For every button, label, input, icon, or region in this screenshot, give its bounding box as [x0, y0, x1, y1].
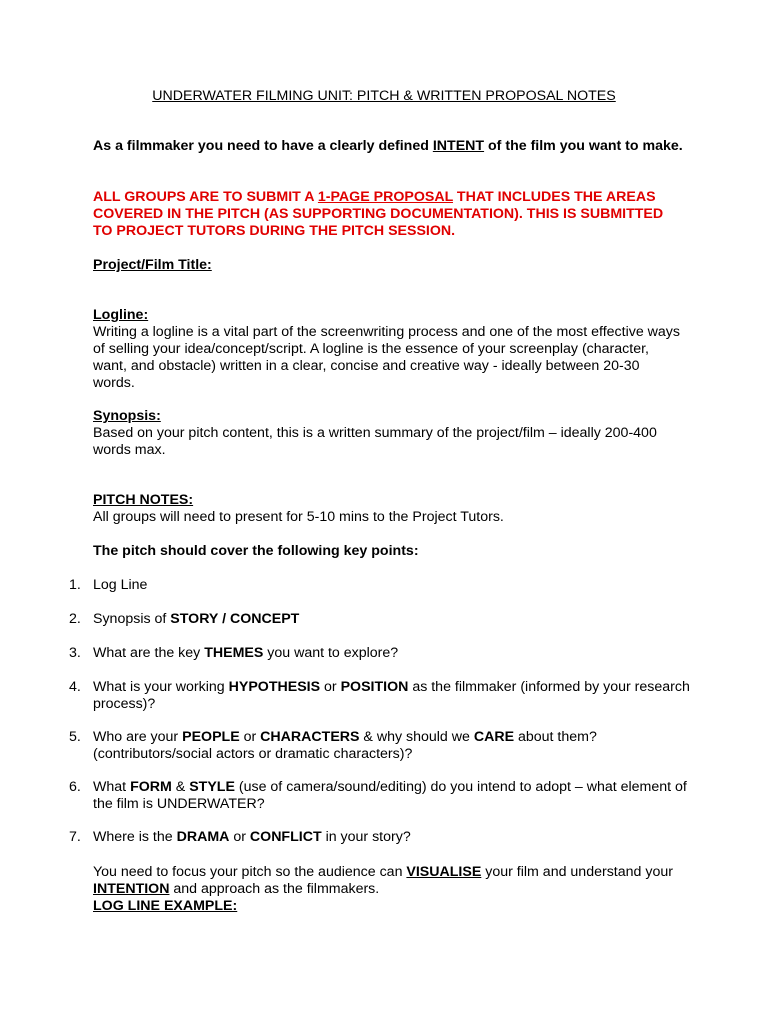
list-item-text: Synopsis of: [93, 611, 171, 627]
list-item-text: THEMES: [204, 645, 264, 661]
list-item-text: What are the key: [93, 645, 205, 661]
list-number: 6.: [69, 779, 81, 795]
list-item: [93, 611, 693, 628]
submission-notice: [93, 189, 683, 240]
list-item: [93, 645, 693, 662]
pitch-notes-heading: PITCH NOTES:: [93, 492, 194, 508]
synopsis-body: Based on your pitch content, this is a written summary of the project/film – ideally 200-400 words max.: [93, 425, 657, 458]
list-item-text: CARE: [473, 729, 515, 745]
list-item-text: you want to explore?: [263, 645, 399, 661]
notice-keyword: 1-PAGE PROPOSAL: [317, 189, 453, 205]
list-item-text: STYLE: [189, 779, 235, 795]
list-item-text: PEOPLE: [182, 729, 240, 745]
list-number: 3.: [69, 645, 81, 661]
project-title-heading: Project/Film Title:: [93, 257, 212, 273]
list-item-text: (use of camera/sound/editing) do you intend to adopt – what element of the film is UNDERWATER?: [93, 779, 687, 812]
pitch-notes-body: All groups will need to present for 5-10 mins to the Project Tutors.: [93, 509, 504, 525]
list-item-text: POSITION: [340, 679, 409, 695]
list-item-text: CHARACTERS: [260, 729, 360, 745]
intent-paragraph: [93, 138, 683, 155]
list-item: [93, 729, 693, 763]
list-number: 1.: [69, 577, 81, 593]
notice-text: ALL GROUPS ARE TO SUBMIT A: [93, 189, 318, 205]
list-number: 4.: [69, 679, 81, 695]
list-item-text: STORY / CONCEPT: [170, 611, 300, 627]
list-item-text: HYPOTHESIS: [228, 679, 321, 695]
list-item-text: as the filmmaker (informed by your research process)?: [93, 679, 690, 712]
list-number: 2.: [69, 611, 81, 627]
synopsis-heading: Synopsis:: [93, 408, 161, 424]
list-item-text: & why should we: [359, 729, 474, 745]
document-title: UNDERWATER FILMING UNIT: PITCH & WRITTEN PROPOSAL NOTES: [152, 88, 616, 104]
logline-heading: Logline:: [93, 307, 149, 323]
list-item-text: What is your working: [93, 679, 229, 695]
focus-text: INTENTION: [93, 881, 170, 897]
list-item-text: DRAMA: [176, 829, 230, 845]
list-item-text: or: [239, 729, 261, 745]
list-number: 7.: [69, 829, 81, 845]
logline-body: Writing a logline is a vital part of the screenwriting process and one of the most effective ways of selling your idea/concept/script. A logline is the essence of your screenplay (character, want, and obstacle) written in a clear, concise and creative way - ideally between 20-30 words.: [93, 324, 680, 391]
intent-text: As a filmmaker you need to have a clearly defined: [93, 138, 433, 154]
list-item-text: in your story?: [321, 829, 411, 845]
list-item-text: or: [229, 829, 250, 845]
list-item-text: or: [320, 679, 341, 695]
intent-keyword: INTENT: [432, 138, 485, 154]
list-item-text: Who are your: [93, 729, 183, 745]
list-item-text: CONFLICT: [249, 829, 322, 845]
list-item: [93, 679, 693, 713]
list-item: [93, 577, 693, 594]
focus-text: your film and understand your: [481, 864, 673, 880]
focus-text: VISUALISE: [406, 864, 482, 880]
list-item-text: Log Line: [93, 577, 148, 593]
list-item-text: FORM: [130, 779, 172, 795]
focus-text: You need to focus your pitch so the audience can: [93, 864, 407, 880]
focus-text: and approach as the filmmakers.: [169, 881, 380, 897]
key-points-heading: The pitch should cover the following key points:: [93, 543, 419, 559]
list-item: [93, 779, 693, 813]
list-item-text: &: [171, 779, 190, 795]
logline-example-heading: LOG LINE EXAMPLE:: [93, 898, 238, 914]
notice-text-end: THAT INCLUDES THE AREAS COVERED IN THE PITCH (AS SUPPORTING DOCUMENTATION). THIS IS SUBMITTED TO PROJECT TUTORS DURING THE PITCH SESSION.: [93, 189, 664, 239]
focus-paragraph: [93, 864, 683, 898]
list-number: 5.: [69, 729, 81, 745]
list-item-text: Where is the: [93, 829, 177, 845]
list-item-text: about them? (contributors/social actors or dramatic characters)?: [93, 729, 597, 762]
list-item-text: What: [93, 779, 131, 795]
list-item: [93, 829, 693, 846]
intent-text-end: of the film you want to make.: [484, 138, 683, 154]
